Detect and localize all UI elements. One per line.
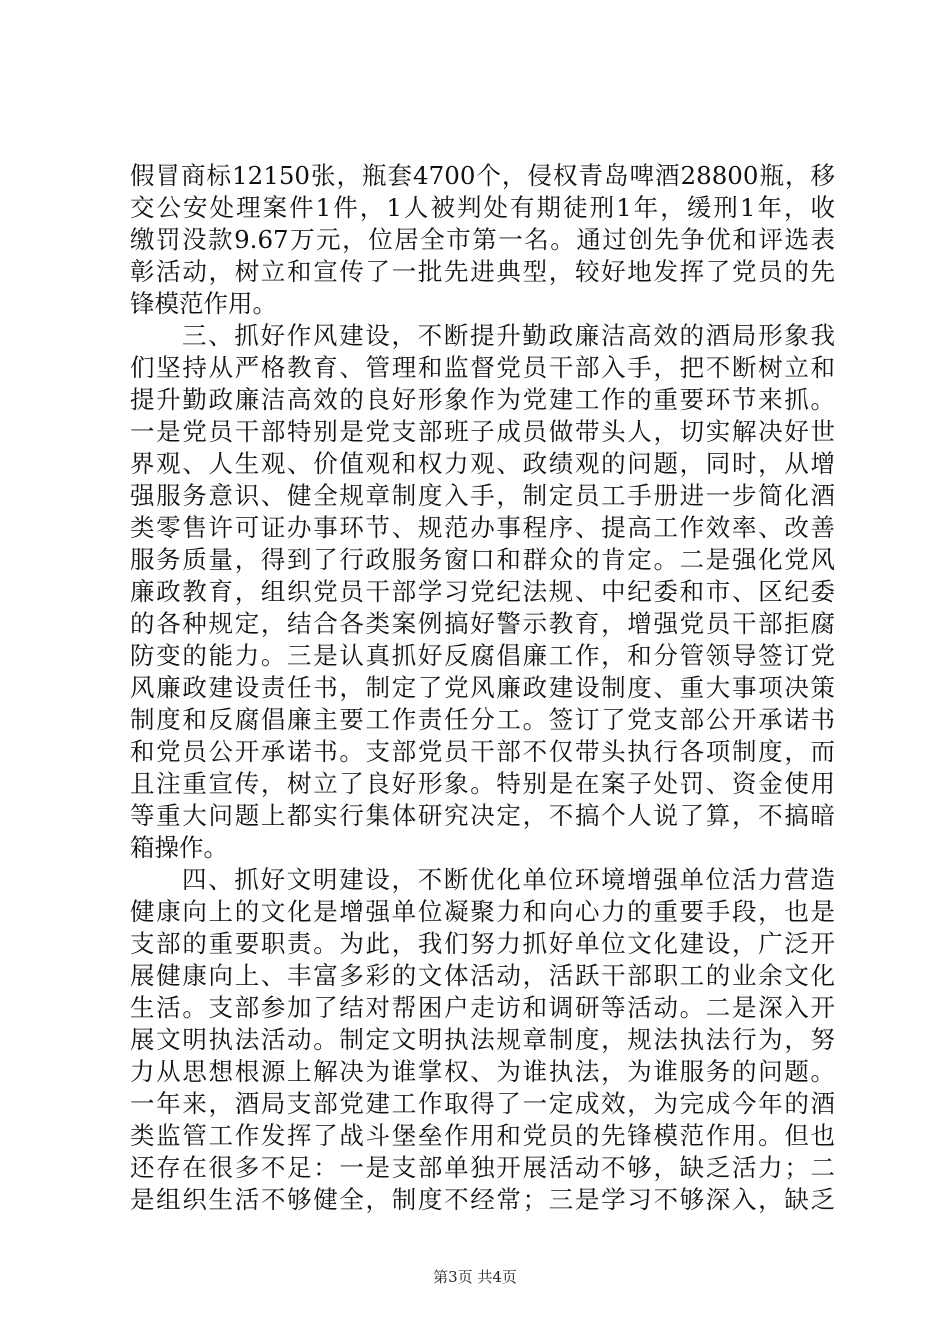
text-line: 箱操作。 <box>130 833 228 862</box>
text-line: 生活。支部参加了结对帮困户走访和调研等活动。二是深入开 <box>130 993 835 1022</box>
text-line: 类监管工作发挥了战斗堡垒作用和党员的先锋模范作用。但也 <box>130 1121 835 1150</box>
text-line: 且注重宣传，树立了良好形象。特别是在案子处罚、资金使用 <box>130 769 835 798</box>
text-line: 一是党员干部特别是党支部班子成员做带头人，切实解决好世 <box>130 417 835 446</box>
text-line: 展文明执法活动。制定文明执法规章制度，规法执法行为，努 <box>130 1025 835 1054</box>
text-line: 防变的能力。三是认真抓好反腐倡廉工作，和分管领导签订党 <box>130 641 835 670</box>
text-line: 锋模范作用。 <box>130 289 277 318</box>
text-line: 制度和反腐倡廉主要工作责任分工。签订了党支部公开承诺书 <box>130 705 835 734</box>
text-line: 廉政教育，组织党员干部学习党纪法规、中纪委和市、区纪委 <box>130 577 835 606</box>
text-line: 一年来，酒局支部党建工作取得了一定成效，为完成今年的酒 <box>130 1089 835 1118</box>
text-line: 等重大问题上都实行集体研究决定，不搞个人说了算，不搞暗 <box>130 801 835 830</box>
text-line: 服务质量，得到了行政服务窗口和群众的肯定。二是强化党风 <box>130 545 835 574</box>
text-line: 界观、人生观、价值观和权力观、政绩观的问题，同时，从增 <box>130 449 835 478</box>
section-heading-line: 四、抓好文明建设，不断优化单位环境增强单位活力营造 <box>182 865 835 894</box>
page-number-footer: 第3页 共4页 <box>433 1268 517 1286</box>
text-line: 类零售许可证办事环节、规范办事程序、提高工作效率、改善 <box>130 513 835 542</box>
text-line: 彰活动，树立和宣传了一批先进典型，较好地发挥了党员的先 <box>130 257 835 286</box>
text-line: 是组织生活不够健全，制度不经常；三是学习不够深入，缺乏 <box>130 1185 835 1214</box>
text-line: 缴罚没款9.67万元，位居全市第一名。通过创先争优和评选表 <box>130 225 835 254</box>
text-line: 交公安处理案件1件，1人被判处有期徒刑1年，缓刑1年，收 <box>130 193 835 222</box>
text-line: 支部的重要职责。为此，我们努力抓好单位文化建设，广泛开 <box>130 929 835 958</box>
text-line: 和党员公开承诺书。支部党员干部不仅带头执行各项制度，而 <box>130 737 835 766</box>
section-heading-line: 三、抓好作风建设，不断提升勤政廉洁高效的酒局形象我 <box>182 321 835 350</box>
text-line: 提升勤政廉洁高效的良好形象作为党建工作的重要环节来抓。 <box>130 385 835 414</box>
text-line: 力从思想根源上解决为谁掌权、为谁执法，为谁服务的问题。 <box>130 1057 835 1086</box>
text-line: 强服务意识、健全规章制度入手，制定员工手册进一步简化酒 <box>130 481 835 510</box>
text-line: 们坚持从严格教育、管理和监督党员干部入手，把不断树立和 <box>130 353 835 382</box>
text-line: 风廉政建设责任书，制定了党风廉政建设制度、重大事项决策 <box>130 673 835 702</box>
text-line: 健康向上的文化是增强单位凝聚力和向心力的重要手段，也是 <box>130 897 835 926</box>
text-line: 展健康向上、丰富多彩的文体活动，活跃干部职工的业余文化 <box>130 961 835 990</box>
document-body <box>130 160 835 1216</box>
text-line: 还存在很多不足：一是支部单独开展活动不够，缺乏活力；二 <box>130 1153 835 1182</box>
text-line: 的各种规定，结合各类案例搞好警示教育，增强党员干部拒腐 <box>130 609 835 638</box>
text-line: 假冒商标12150张，瓶套4700个，侵权青岛啤酒28800瓶，移 <box>130 161 835 190</box>
